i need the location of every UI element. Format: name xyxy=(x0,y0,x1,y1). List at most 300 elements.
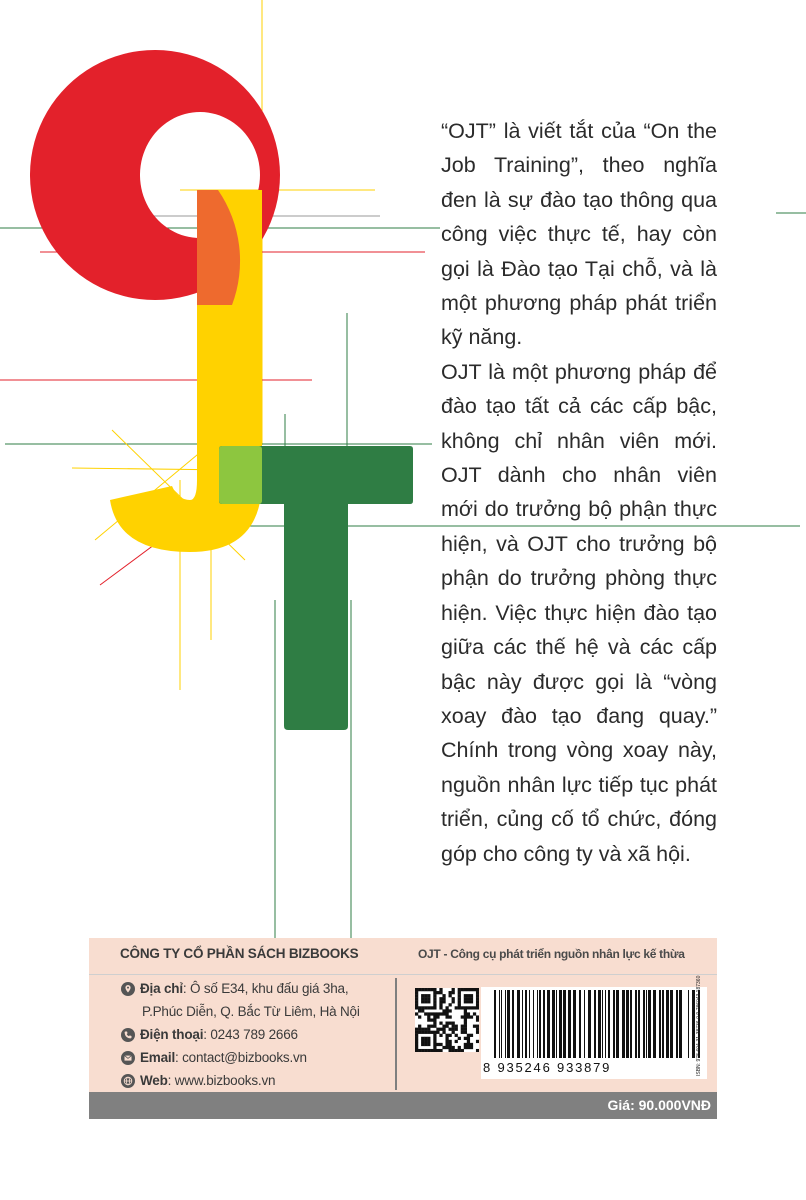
qr-module xyxy=(439,1003,442,1006)
qr-module xyxy=(418,1028,421,1031)
qr-module xyxy=(461,1028,464,1031)
qr-module xyxy=(433,997,436,1000)
qr-module xyxy=(427,988,430,991)
qr-module xyxy=(449,1028,452,1031)
phone-icon xyxy=(121,1028,135,1042)
barcode-bar xyxy=(579,990,581,1058)
qr-module xyxy=(449,994,452,997)
address-line-2: P.Phúc Diễn, Q. Bắc Từ Liêm, Hà Nội xyxy=(142,1004,360,1019)
qr-module xyxy=(476,991,479,994)
qr-module xyxy=(445,1043,448,1046)
barcode-bar xyxy=(499,990,500,1058)
web-label: Web xyxy=(140,1073,168,1088)
qr-module xyxy=(442,994,445,997)
qr-module xyxy=(476,1028,479,1031)
paragraph-1: “OJT” là viết tắt của “On the Job Training”, theo nghĩa đen là sự đào tạo thông qua công việc thực tế, hay còn gọi là Đào tạo Tại chỗ, và là một phương pháp phát triển kỹ năng. xyxy=(441,119,717,350)
divider xyxy=(89,974,717,975)
qr-module xyxy=(427,1043,430,1046)
qr-module xyxy=(464,1009,467,1012)
barcode-bar xyxy=(676,990,678,1058)
barcode-bar xyxy=(533,990,534,1058)
qr-module xyxy=(424,1031,427,1034)
divider xyxy=(395,978,397,1090)
barcode-bar xyxy=(494,990,496,1058)
isbn-digits: 9 786043 187360 xyxy=(696,975,702,1015)
qr-module xyxy=(439,1049,442,1052)
qr-module xyxy=(467,1046,470,1049)
email-value: : contact@bizbooks.vn xyxy=(175,1050,307,1065)
qr-module xyxy=(452,1025,455,1028)
address-row xyxy=(121,981,348,996)
phone-value: : 0243 789 2666 xyxy=(203,1027,298,1042)
qr-module xyxy=(476,1018,479,1021)
company-name: CÔNG TY CỔ PHẦN SÁCH BIZBOOKS xyxy=(120,946,359,961)
barcode-bars xyxy=(494,990,690,1060)
qr-module xyxy=(424,1037,427,1040)
qr-module xyxy=(415,1040,418,1043)
qr-module xyxy=(436,1015,439,1018)
qr-module xyxy=(470,1015,473,1018)
web-row xyxy=(121,1073,275,1088)
qr-module xyxy=(470,997,473,1000)
qr-module xyxy=(464,994,467,997)
qr-module xyxy=(436,1043,439,1046)
barcode-bar xyxy=(653,990,656,1058)
qr-module xyxy=(418,988,421,991)
barcode-bar xyxy=(626,990,629,1058)
qr-module xyxy=(421,1006,424,1009)
qr-module xyxy=(427,1031,430,1034)
qr-module xyxy=(421,1031,424,1034)
qr-module xyxy=(470,1034,473,1037)
qr-module xyxy=(436,1028,439,1031)
qr-module xyxy=(430,988,433,991)
qr-module xyxy=(439,1043,442,1046)
qr-module xyxy=(433,1000,436,1003)
barcode-bar xyxy=(613,990,615,1058)
qr-module xyxy=(433,1034,436,1037)
qr-module xyxy=(467,1000,470,1003)
qr-module xyxy=(436,1031,439,1034)
qr-module xyxy=(415,997,418,1000)
qr-module xyxy=(452,991,455,994)
qr-module xyxy=(461,1015,464,1018)
qr-module xyxy=(418,1031,421,1034)
qr-module xyxy=(433,1018,436,1021)
qr-module xyxy=(449,1040,452,1043)
qr-module xyxy=(415,994,418,997)
qr-module xyxy=(427,1000,430,1003)
qr-module xyxy=(439,1000,442,1003)
qr-module xyxy=(455,1034,458,1037)
qr-module xyxy=(455,1049,458,1052)
qr-module xyxy=(421,994,424,997)
price-label: Giá: 90.000VNĐ xyxy=(607,1097,711,1113)
qr-module xyxy=(449,1049,452,1052)
qr-module xyxy=(455,1025,458,1028)
qr-module xyxy=(458,994,461,997)
address-label: Địa chỉ xyxy=(140,981,183,996)
qr-module xyxy=(430,1031,433,1034)
qr-module xyxy=(424,1012,427,1015)
qr-module xyxy=(449,1046,452,1049)
barcode-bar xyxy=(662,990,664,1058)
qr-module xyxy=(467,1006,470,1009)
qr-module xyxy=(470,994,473,997)
qr-module xyxy=(430,1018,433,1021)
qr-module xyxy=(473,988,476,991)
barcode-bar xyxy=(630,990,632,1058)
isbn-side-text xyxy=(696,976,702,1076)
qr-module xyxy=(458,997,461,1000)
qr-module xyxy=(458,1049,461,1052)
qr-module xyxy=(461,988,464,991)
qr-module xyxy=(445,1009,448,1012)
barcode-bar xyxy=(598,990,601,1058)
qr-module xyxy=(476,997,479,1000)
barcode-bar xyxy=(507,990,510,1058)
qr-module xyxy=(445,1034,448,1037)
qr-module xyxy=(415,1049,418,1052)
barcode-number: 8 935246 933879 xyxy=(483,1060,612,1075)
location-pin-icon xyxy=(121,982,135,996)
qr-module xyxy=(461,1049,464,1052)
email-label: Email xyxy=(140,1050,176,1065)
qr-module xyxy=(424,1028,427,1031)
qr-module xyxy=(476,994,479,997)
qr-module xyxy=(449,1015,452,1018)
phone-row xyxy=(121,1027,298,1042)
qr-module xyxy=(439,991,442,994)
qr-module xyxy=(421,1009,424,1012)
barcode-bar xyxy=(659,990,661,1058)
qr-module xyxy=(476,988,479,991)
qr-module xyxy=(415,1000,418,1003)
qr-module xyxy=(464,1015,467,1018)
qr-module xyxy=(442,1000,445,1003)
qr-module xyxy=(473,1006,476,1009)
qr-module xyxy=(418,1015,421,1018)
qr-module xyxy=(427,1015,430,1018)
qr-module xyxy=(445,1040,448,1043)
barcode-bar xyxy=(517,990,520,1058)
qr-module xyxy=(445,1025,448,1028)
overlap-j-t xyxy=(219,446,262,504)
qr-module xyxy=(436,1012,439,1015)
qr-module xyxy=(421,1043,424,1046)
barcode-bar xyxy=(635,990,637,1058)
qr-module xyxy=(476,1040,479,1043)
qr-module xyxy=(415,1031,418,1034)
qr-module xyxy=(452,1049,455,1052)
qr-module xyxy=(415,1034,418,1037)
qr-module xyxy=(427,994,430,997)
qr-module xyxy=(461,1025,464,1028)
qr-module xyxy=(473,1012,476,1015)
qr-module xyxy=(476,1006,479,1009)
qr-module xyxy=(433,1037,436,1040)
qr-module xyxy=(449,1009,452,1012)
qr-module xyxy=(427,1025,430,1028)
qr-module xyxy=(455,1028,458,1031)
qr-module xyxy=(439,1022,442,1025)
email-icon xyxy=(121,1051,135,1065)
qr-module xyxy=(439,997,442,1000)
barcode-bar xyxy=(692,990,695,1058)
qr-module xyxy=(467,1012,470,1015)
qr-module xyxy=(476,1015,479,1018)
qr-module xyxy=(476,1031,479,1034)
barcode-bar xyxy=(522,990,523,1058)
barcode-bar xyxy=(666,990,669,1058)
qr-module xyxy=(461,1006,464,1009)
qr-module xyxy=(421,1049,424,1052)
qr-module xyxy=(452,1000,455,1003)
barcode-bar xyxy=(648,990,651,1058)
qr-module xyxy=(449,1022,452,1025)
qr-module xyxy=(424,1000,427,1003)
qr-module xyxy=(467,1015,470,1018)
barcode-bar xyxy=(679,990,682,1058)
qr-module xyxy=(439,988,442,991)
qr-module xyxy=(476,1049,479,1052)
qr-module xyxy=(464,1000,467,1003)
qr-module xyxy=(433,1040,436,1043)
qr-module xyxy=(458,1046,461,1049)
qr-module xyxy=(445,1015,448,1018)
qr-module xyxy=(415,1028,418,1031)
qr-module xyxy=(470,1006,473,1009)
qr-module xyxy=(464,1028,467,1031)
qr-module xyxy=(442,1031,445,1034)
qr-module xyxy=(439,1006,442,1009)
qr-module xyxy=(433,1046,436,1049)
qr-module xyxy=(455,1006,458,1009)
qr-module xyxy=(421,1040,424,1043)
qr-module xyxy=(445,1037,448,1040)
barcode-bar xyxy=(605,990,606,1058)
qr-module xyxy=(418,1009,421,1012)
qr-module xyxy=(464,1006,467,1009)
qr-module xyxy=(427,1040,430,1043)
qr-module xyxy=(415,988,418,991)
qr-module xyxy=(433,1003,436,1006)
qr-module xyxy=(424,1049,427,1052)
qr-module xyxy=(421,1028,424,1031)
qr-module xyxy=(442,1028,445,1031)
book-subtitle: OJT - Công cụ phát triển nguồn nhân lực kế thừa xyxy=(418,947,685,961)
qr-module xyxy=(433,1015,436,1018)
qr-module xyxy=(461,1031,464,1034)
globe-icon xyxy=(121,1074,135,1088)
qr-module xyxy=(442,1009,445,1012)
qr-module xyxy=(458,1003,461,1006)
qr-module xyxy=(415,991,418,994)
qr-module xyxy=(473,1025,476,1028)
qr-module xyxy=(424,994,427,997)
barcode-bar xyxy=(608,990,610,1058)
qr-module xyxy=(427,1049,430,1052)
qr-module xyxy=(452,1031,455,1034)
qr-module xyxy=(430,1049,433,1052)
barcode-bar xyxy=(588,990,591,1058)
qr-module xyxy=(445,1012,448,1015)
qr-module xyxy=(464,1012,467,1015)
qr-module xyxy=(427,1037,430,1040)
qr-module xyxy=(418,1006,421,1009)
qr-module xyxy=(464,988,467,991)
qr-module xyxy=(470,1043,473,1046)
qr-module xyxy=(452,1028,455,1031)
barcode-bar xyxy=(539,990,541,1058)
qr-module xyxy=(442,1025,445,1028)
qr-module xyxy=(464,1043,467,1046)
qr-module xyxy=(458,1000,461,1003)
address-value: : Ô số E34, khu đấu giá 3ha, xyxy=(182,981,349,996)
qr-module xyxy=(415,1037,418,1040)
qr-module xyxy=(476,1000,479,1003)
qr-module xyxy=(433,991,436,994)
barcode-bar xyxy=(616,990,619,1058)
qr-module xyxy=(430,1012,433,1015)
barcode-bar xyxy=(563,990,566,1058)
qr-module xyxy=(421,988,424,991)
qr-module xyxy=(464,997,467,1000)
qr-module xyxy=(449,1034,452,1037)
qr-module xyxy=(424,1006,427,1009)
qr-module xyxy=(464,1031,467,1034)
qr-module xyxy=(445,1046,448,1049)
qr-module xyxy=(424,988,427,991)
qr-module xyxy=(415,1003,418,1006)
qr-module xyxy=(464,1046,467,1049)
barcode-bar xyxy=(594,990,596,1058)
qr-module xyxy=(427,1012,430,1015)
description-text xyxy=(441,114,717,871)
qr-module xyxy=(452,988,455,991)
qr-module xyxy=(464,1022,467,1025)
qr-module xyxy=(449,1003,452,1006)
qr-module xyxy=(433,988,436,991)
barcode-bar xyxy=(547,990,550,1058)
qr-module xyxy=(455,1040,458,1043)
email-row xyxy=(121,1050,307,1065)
qr-module xyxy=(470,1000,473,1003)
qr-module xyxy=(418,1025,421,1028)
qr-module xyxy=(415,1046,418,1049)
qr-module xyxy=(476,1003,479,1006)
barcode-bar xyxy=(638,990,640,1058)
qr-module xyxy=(433,994,436,997)
qr-module xyxy=(442,997,445,1000)
qr-module xyxy=(439,1012,442,1015)
barcode-bar xyxy=(573,990,576,1058)
qr-module xyxy=(464,1018,467,1021)
paragraph-2: OJT là một phương pháp để đào tạo tất cả các cấp bậc, không chỉ nhân viên mới. OJT dành cho nhân viên mới do trưởng bộ phận thực hiện, và OJT cho trưởng bộ phận do trưởng phòng thực hiện. Việc thực hiện đào tạo giữa các thế hệ và các cấp bậc này được gọi là “vòng xoay đào tạo đang quay.” Chính trong vòng xoay này, nguồn nhân lực tiếp tục phát triển, củng cố tổ chức, đóng góp cho công ty và xã hội. xyxy=(441,359,717,866)
barcode-bar xyxy=(501,990,502,1058)
barcode-bar xyxy=(584,990,585,1058)
qr-module xyxy=(476,1025,479,1028)
qr-module xyxy=(467,1040,470,1043)
isbn-label: ISBN: 978-604-31-38736-0 xyxy=(696,1015,702,1076)
qr-module xyxy=(421,997,424,1000)
qr-module xyxy=(452,1022,455,1025)
qr-module xyxy=(415,1043,418,1046)
qr-module xyxy=(436,991,439,994)
qr-module xyxy=(415,1006,418,1009)
qr-module xyxy=(427,1006,430,1009)
barcode-bar xyxy=(505,990,506,1058)
qr-module xyxy=(424,997,427,1000)
qr-module xyxy=(445,1006,448,1009)
qr-module xyxy=(433,1043,436,1046)
qr-module xyxy=(415,1012,418,1015)
qr-module xyxy=(436,1049,439,1052)
qr-module xyxy=(467,1034,470,1037)
qr-module xyxy=(449,1043,452,1046)
qr-module xyxy=(418,1049,421,1052)
qr-module xyxy=(464,1025,467,1028)
qr-module xyxy=(433,1022,436,1025)
qr-module xyxy=(452,997,455,1000)
qr-module xyxy=(458,991,461,994)
barcode-bar xyxy=(552,990,555,1058)
qr-module xyxy=(464,1037,467,1040)
qr-module xyxy=(433,1025,436,1028)
qr-code-icon xyxy=(415,988,479,1052)
barcode-bar xyxy=(670,990,673,1058)
qr-module xyxy=(433,1006,436,1009)
barcode-bar xyxy=(568,990,571,1058)
barcode-bar xyxy=(537,990,538,1058)
barcode-bar xyxy=(602,990,603,1058)
barcode-bar xyxy=(559,990,562,1058)
qr-module xyxy=(439,1028,442,1031)
qr-module xyxy=(427,1018,430,1021)
barcode-bar xyxy=(688,990,689,1058)
qr-module xyxy=(427,1028,430,1031)
barcode-bar xyxy=(556,990,557,1058)
qr-module xyxy=(445,1022,448,1025)
qr-module xyxy=(467,1043,470,1046)
qr-module xyxy=(467,994,470,997)
barcode-bar xyxy=(622,990,625,1058)
qr-module xyxy=(467,988,470,991)
qr-module xyxy=(433,1012,436,1015)
barcode-bar xyxy=(643,990,645,1058)
barcode-bar xyxy=(646,990,647,1058)
barcode-bar xyxy=(543,990,545,1058)
qr-module xyxy=(424,1040,427,1043)
barcode-bar xyxy=(525,990,527,1058)
phone-label: Điện thoại xyxy=(140,1027,204,1042)
barcode-bar xyxy=(512,990,514,1058)
qr-module xyxy=(433,1049,436,1052)
qr-module xyxy=(421,1037,424,1040)
qr-module xyxy=(458,988,461,991)
qr-module xyxy=(442,1046,445,1049)
qr-module xyxy=(452,1046,455,1049)
web-value: : www.bizbooks.vn xyxy=(167,1073,276,1088)
qr-module xyxy=(430,1006,433,1009)
qr-module xyxy=(470,1046,473,1049)
qr-module xyxy=(433,1031,436,1034)
qr-module xyxy=(470,988,473,991)
qr-module xyxy=(458,1037,461,1040)
qr-module xyxy=(458,1006,461,1009)
barcode-bar xyxy=(529,990,530,1058)
qr-module xyxy=(467,997,470,1000)
